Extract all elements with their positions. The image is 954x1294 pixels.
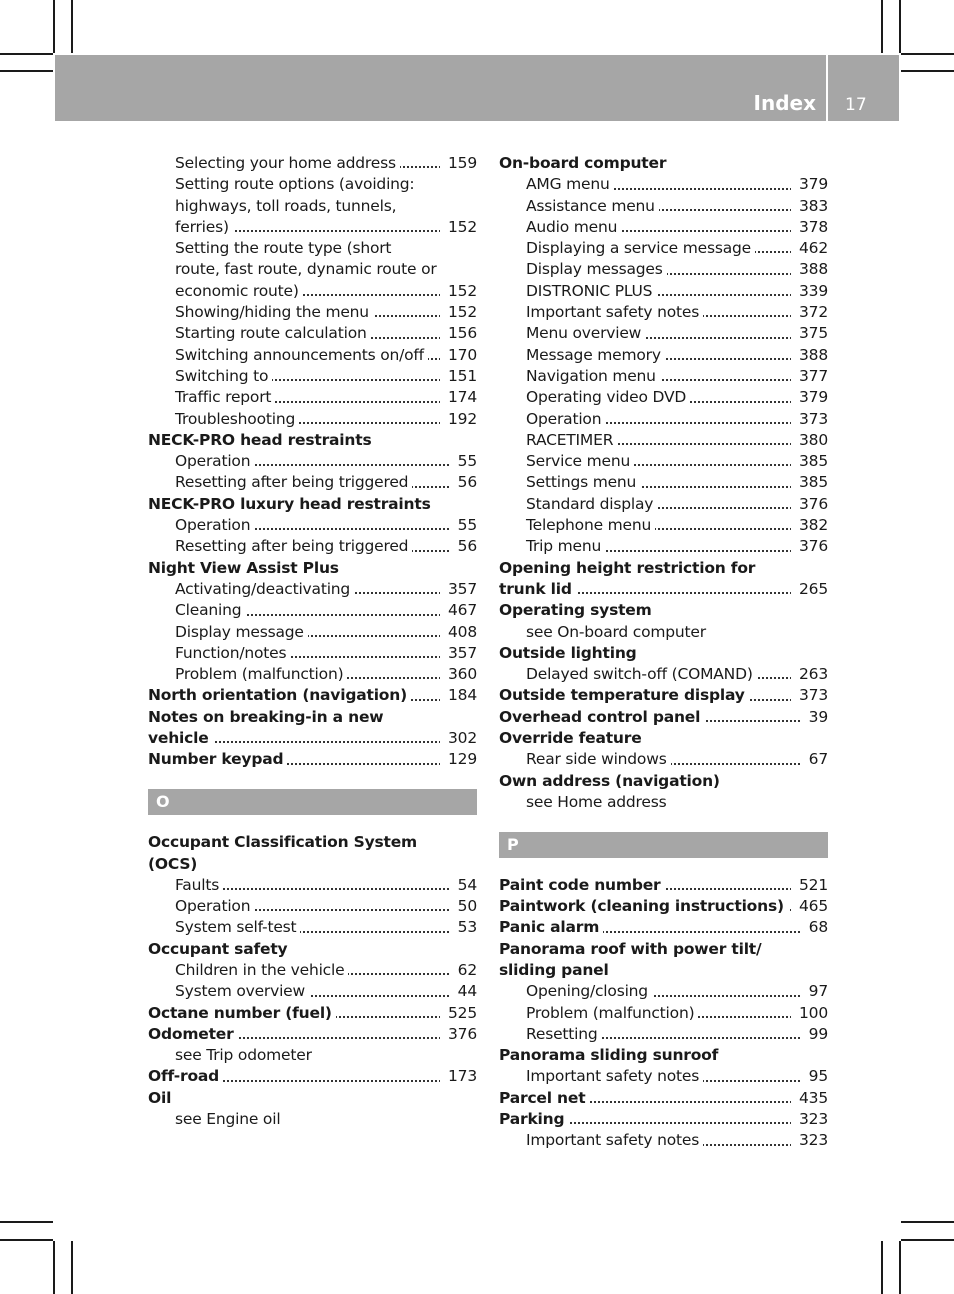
index-subentry bbox=[148, 643, 477, 664]
entry-text: Oil bbox=[148, 1088, 172, 1107]
entry-text: Delayed switch-off (COMAND) bbox=[526, 665, 757, 683]
page-ref: 56 bbox=[450, 472, 477, 493]
entry-text: Outside temperature display bbox=[499, 686, 749, 704]
entry-text: Off-road bbox=[148, 1067, 223, 1085]
index-subentry bbox=[499, 238, 828, 259]
page-ref: 388 bbox=[791, 259, 828, 280]
section-gap bbox=[148, 771, 477, 789]
entry-text: NECK-PRO luxury head restraints bbox=[148, 494, 431, 513]
entry-text: AMG menu bbox=[526, 175, 614, 193]
entry-text: Starting route calculation bbox=[175, 324, 371, 342]
entry-text: Occupant Classification System bbox=[148, 833, 417, 852]
index-subentry bbox=[499, 259, 828, 280]
entry-text: Important safety notes bbox=[526, 1131, 703, 1149]
entry-text: Important safety notes bbox=[526, 303, 703, 321]
page-ref: 184 bbox=[440, 685, 477, 706]
entry-text: Operating video DVD bbox=[526, 388, 690, 406]
entry-text: Operation bbox=[175, 452, 254, 470]
index-entry bbox=[148, 707, 477, 728]
entry-text: Number keypad bbox=[148, 750, 287, 768]
page-ref: 323 bbox=[791, 1109, 828, 1130]
index-subentry bbox=[148, 302, 477, 323]
entry-text: Faults bbox=[175, 876, 223, 894]
index-subentry bbox=[148, 1045, 477, 1066]
section-gap bbox=[499, 858, 828, 875]
entry-text: Opening height restriction for bbox=[499, 558, 756, 577]
index-entry bbox=[499, 728, 828, 749]
index-subentry bbox=[148, 981, 477, 1002]
entry-text: Override feature bbox=[499, 729, 642, 748]
entry-text: Telephone menu bbox=[526, 516, 655, 534]
index-subentry bbox=[148, 259, 477, 280]
crop-mark bbox=[881, 1241, 883, 1294]
crop-mark bbox=[901, 1239, 954, 1241]
index-entry bbox=[148, 430, 477, 451]
index-entry bbox=[148, 1066, 477, 1087]
entry-text: Cleaning bbox=[175, 601, 245, 619]
index-entry bbox=[499, 1109, 828, 1130]
index-subentry bbox=[148, 896, 477, 917]
entry-text: Children in the vehicle bbox=[175, 961, 348, 979]
entry-text: Octane number (fuel) bbox=[148, 1004, 336, 1022]
page-ref: 379 bbox=[791, 387, 828, 408]
entry-text: Occupant safety bbox=[148, 939, 288, 958]
index-subentry bbox=[148, 472, 477, 493]
page-number: 17 bbox=[845, 95, 867, 115]
index-subentry bbox=[148, 366, 477, 387]
page-ref: 360 bbox=[440, 664, 477, 685]
index-entry bbox=[148, 939, 477, 960]
entry-text: On-board computer bbox=[499, 154, 667, 172]
index-subentry bbox=[148, 238, 477, 259]
index-entry bbox=[148, 685, 477, 706]
page-ref: 55 bbox=[450, 451, 477, 472]
page-ref: 357 bbox=[440, 643, 477, 664]
page-ref: 159 bbox=[440, 153, 477, 174]
index-column-right bbox=[499, 153, 828, 1152]
entry-text: sliding panel bbox=[499, 960, 609, 979]
entry-text: Odometer bbox=[148, 1025, 238, 1043]
entry-text: ferries) bbox=[175, 218, 233, 236]
entry-text: Panorama sliding sunroof bbox=[499, 1046, 719, 1065]
entry-text: Showing/hiding the menu bbox=[175, 303, 373, 321]
index-subentry bbox=[499, 430, 828, 451]
page-ref: 462 bbox=[791, 238, 828, 259]
page-ref: 525 bbox=[440, 1003, 477, 1024]
index-entry bbox=[499, 875, 828, 896]
entry-text: Activating/deactivating bbox=[175, 580, 354, 598]
page-ref: 467 bbox=[440, 600, 477, 621]
entry-text: NECK-PRO head restraints bbox=[148, 430, 372, 449]
index-subentry bbox=[499, 792, 828, 813]
entry-text: Function/notes bbox=[175, 644, 290, 662]
index-subentry bbox=[148, 281, 477, 302]
index-subentry bbox=[148, 515, 477, 536]
index-subentry bbox=[499, 1024, 828, 1045]
entry-text: Operation bbox=[526, 410, 605, 428]
page-ref: 382 bbox=[791, 515, 828, 536]
entry-text: RACETIMER bbox=[526, 431, 617, 449]
index-subentry bbox=[148, 536, 477, 557]
entry-text: Audio menu bbox=[526, 218, 621, 236]
page-ref: 385 bbox=[791, 451, 828, 472]
entry-text: see Home address bbox=[526, 792, 667, 811]
page-ref: 156 bbox=[440, 323, 477, 344]
index-entry bbox=[148, 1024, 477, 1045]
index-entry bbox=[499, 1088, 828, 1109]
entry-text: System overview bbox=[175, 982, 309, 1000]
page-ref: 99 bbox=[801, 1024, 828, 1045]
page-ref: 152 bbox=[440, 302, 477, 323]
page-ref: 152 bbox=[440, 217, 477, 238]
entry-text: Displaying a service message bbox=[526, 239, 755, 257]
index-subentry bbox=[499, 196, 828, 217]
index-subentry bbox=[148, 196, 477, 217]
crop-mark bbox=[901, 1221, 954, 1223]
index-subentry bbox=[499, 472, 828, 493]
page-ref: 55 bbox=[450, 515, 477, 536]
index-subentry bbox=[499, 622, 828, 643]
header-divider bbox=[826, 55, 828, 121]
index-entry bbox=[499, 939, 828, 960]
entry-text: North orientation (navigation) bbox=[148, 686, 411, 704]
index-subentry bbox=[499, 451, 828, 472]
index-entry bbox=[499, 558, 828, 579]
entry-text: Important safety notes bbox=[526, 1067, 703, 1085]
index-subentry bbox=[499, 345, 828, 366]
page-ref: 170 bbox=[440, 345, 477, 366]
entry-text: Overhead control panel bbox=[499, 708, 704, 726]
crop-mark bbox=[71, 0, 73, 53]
entry-text: Problem (malfunction) bbox=[175, 665, 347, 683]
entry-text: Notes on breaking-in a new bbox=[148, 707, 384, 726]
page-ref: 151 bbox=[440, 366, 477, 387]
index-entry bbox=[148, 558, 477, 579]
index-subentry bbox=[148, 875, 477, 896]
crop-mark bbox=[53, 0, 55, 53]
page-ref: 339 bbox=[791, 281, 828, 302]
page-ref: 372 bbox=[791, 302, 828, 323]
page-ref: 373 bbox=[791, 409, 828, 430]
page-ref: 521 bbox=[791, 875, 828, 896]
index-subentry bbox=[148, 409, 477, 430]
index-column-left bbox=[148, 153, 477, 1130]
entry-text: Resetting after being triggered bbox=[175, 537, 412, 555]
index-subentry bbox=[499, 515, 828, 536]
entry-text: Night View Assist Plus bbox=[148, 558, 339, 577]
entry-text: Traffic report bbox=[175, 388, 275, 406]
page-ref: 50 bbox=[450, 896, 477, 917]
entry-text: Paintwork (cleaning instructions) bbox=[499, 897, 788, 915]
entry-text: highways, toll roads, tunnels, bbox=[175, 196, 397, 215]
page-ref: 376 bbox=[440, 1024, 477, 1045]
page-ref: 97 bbox=[801, 981, 828, 1002]
entry-text: Selecting your home address bbox=[175, 154, 400, 172]
index-subentry bbox=[148, 600, 477, 621]
entry-text: Rear side windows bbox=[526, 750, 671, 768]
entry-text: Switching announcements on/off bbox=[175, 346, 428, 364]
entry-text: Trip menu bbox=[526, 537, 605, 555]
index-subentry bbox=[499, 217, 828, 238]
index-entry bbox=[499, 896, 828, 917]
crop-mark bbox=[0, 53, 53, 55]
page-ref: 376 bbox=[791, 494, 828, 515]
page-ref: 95 bbox=[801, 1066, 828, 1087]
entry-text: Panorama roof with power tilt/ bbox=[499, 939, 762, 958]
index-subentry bbox=[499, 366, 828, 387]
crop-mark bbox=[901, 70, 954, 72]
entry-text: Setting the route type (short bbox=[175, 239, 392, 258]
index-entry bbox=[499, 153, 828, 174]
entry-text: Settings menu bbox=[526, 473, 640, 491]
page-ref: 265 bbox=[791, 579, 828, 600]
index-subentry bbox=[499, 302, 828, 323]
entry-text: Opening/closing bbox=[526, 982, 652, 1000]
entry-text: trunk lid bbox=[499, 580, 576, 598]
crop-mark bbox=[53, 1241, 55, 1294]
index-subentry bbox=[148, 664, 477, 685]
crop-mark bbox=[901, 53, 954, 55]
index-entry bbox=[148, 1088, 477, 1109]
index-entry bbox=[499, 917, 828, 938]
page-ref: 383 bbox=[791, 196, 828, 217]
crop-mark bbox=[0, 1239, 53, 1241]
crop-mark bbox=[71, 1241, 73, 1294]
index-subentry bbox=[148, 917, 477, 938]
page-ref: 68 bbox=[801, 917, 828, 938]
index-subentry bbox=[499, 664, 828, 685]
entry-text: Operation bbox=[175, 897, 254, 915]
page-title: Index bbox=[753, 91, 816, 115]
page-ref: 100 bbox=[791, 1003, 828, 1024]
page-ref: 53 bbox=[450, 917, 477, 938]
page-ref: 67 bbox=[801, 749, 828, 770]
page-ref: 377 bbox=[791, 366, 828, 387]
page-ref: 62 bbox=[450, 960, 477, 981]
index-subentry bbox=[499, 981, 828, 1002]
page-ref: 302 bbox=[440, 728, 477, 749]
index-entry bbox=[499, 771, 828, 792]
page-ref: 39 bbox=[801, 707, 828, 728]
index-entry bbox=[499, 579, 828, 600]
index-entry bbox=[148, 494, 477, 515]
index-subentry bbox=[148, 323, 477, 344]
page-ref: 54 bbox=[450, 875, 477, 896]
entry-text: DISTRONIC PLUS bbox=[526, 282, 656, 300]
index-subentry bbox=[499, 409, 828, 430]
page-ref: 263 bbox=[791, 664, 828, 685]
index-subentry bbox=[148, 579, 477, 600]
index-subentry bbox=[148, 451, 477, 472]
index-subentry bbox=[499, 1066, 828, 1087]
entry-text: see On-board computer bbox=[526, 622, 706, 641]
page-ref: 380 bbox=[791, 430, 828, 451]
page-ref: 373 bbox=[791, 685, 828, 706]
entry-text: Outside lighting bbox=[499, 643, 637, 662]
page-ref: 376 bbox=[791, 536, 828, 557]
index-subentry bbox=[148, 174, 477, 195]
entry-text: Operating system bbox=[499, 601, 652, 620]
page-ref: 152 bbox=[440, 281, 477, 302]
entry-text: Panic alarm bbox=[499, 918, 603, 936]
page-ref: 192 bbox=[440, 409, 477, 430]
entry-text: Parcel net bbox=[499, 1089, 589, 1107]
index-subentry bbox=[499, 749, 828, 770]
index-entry bbox=[148, 854, 477, 875]
entry-text: Assistance menu bbox=[526, 197, 659, 215]
page-ref: 173 bbox=[440, 1066, 477, 1087]
entry-text: economic route) bbox=[175, 282, 303, 300]
index-subentry bbox=[148, 387, 477, 408]
entry-text: Message memory bbox=[526, 346, 665, 364]
entry-text: Operation bbox=[175, 516, 254, 534]
index-entry bbox=[499, 707, 828, 728]
entry-text: Display message bbox=[175, 623, 308, 641]
index-subentry bbox=[499, 1130, 828, 1151]
entry-text: Paint code number bbox=[499, 876, 664, 894]
entry-text: Resetting bbox=[526, 1025, 602, 1043]
page-ref: 379 bbox=[791, 174, 828, 195]
entry-text: System self-test bbox=[175, 918, 300, 936]
entry-text: vehicle bbox=[148, 729, 213, 747]
crop-mark bbox=[899, 1241, 901, 1294]
index-subentry bbox=[499, 536, 828, 557]
index-entry bbox=[499, 1045, 828, 1066]
section-letter-o: O bbox=[148, 789, 477, 815]
entry-text: Standard display bbox=[526, 495, 657, 513]
index-subentry bbox=[499, 323, 828, 344]
page-ref: 56 bbox=[450, 536, 477, 557]
entry-text: Parking bbox=[499, 1110, 568, 1128]
index-entry bbox=[148, 1003, 477, 1024]
index-entry bbox=[148, 749, 477, 770]
section-letter-p: P bbox=[499, 832, 828, 858]
page-ref: 44 bbox=[450, 981, 477, 1002]
entry-text: Display messages bbox=[526, 260, 667, 278]
page-ref: 375 bbox=[791, 323, 828, 344]
entry-text: Setting route options (avoiding: bbox=[175, 175, 415, 194]
index-entry bbox=[499, 685, 828, 706]
section-gap bbox=[499, 813, 828, 831]
crop-mark bbox=[0, 1221, 53, 1223]
index-entry bbox=[148, 728, 477, 749]
index-entry bbox=[499, 643, 828, 664]
entry-text: Menu overview bbox=[526, 324, 645, 342]
index-subentry bbox=[148, 1109, 477, 1130]
entry-text: Service menu bbox=[526, 452, 634, 470]
page-ref: 388 bbox=[791, 345, 828, 366]
page-ref: 357 bbox=[440, 579, 477, 600]
index-subentry bbox=[148, 622, 477, 643]
entry-text: Switching to bbox=[175, 367, 272, 385]
entry-text: (OCS) bbox=[148, 854, 198, 873]
entry-text: Navigation menu bbox=[526, 367, 660, 385]
crop-mark bbox=[0, 70, 53, 72]
index-subentry bbox=[148, 217, 477, 238]
page-ref: 385 bbox=[791, 472, 828, 493]
section-gap bbox=[148, 815, 477, 832]
page-ref: 378 bbox=[791, 217, 828, 238]
index-subentry bbox=[499, 1003, 828, 1024]
entry-text: Problem (malfunction) bbox=[526, 1004, 698, 1022]
index-subentry bbox=[148, 153, 477, 174]
crop-mark bbox=[881, 0, 883, 53]
entry-text: see Trip odometer bbox=[175, 1046, 312, 1065]
index-entry bbox=[148, 832, 477, 853]
page-ref: 174 bbox=[440, 387, 477, 408]
entry-text: Troubleshooting bbox=[175, 410, 299, 428]
entry-text: route, fast route, dynamic route or bbox=[175, 260, 437, 279]
crop-mark bbox=[899, 0, 901, 53]
entry-text: see Engine oil bbox=[175, 1110, 281, 1129]
index-subentry bbox=[499, 387, 828, 408]
index-subentry bbox=[148, 345, 477, 366]
index-subentry bbox=[499, 174, 828, 195]
index-subentry bbox=[148, 960, 477, 981]
entry-text: Own address (navigation) bbox=[499, 771, 720, 790]
index-entry bbox=[499, 960, 828, 981]
entry-text: Resetting after being triggered bbox=[175, 473, 412, 491]
page-ref: 129 bbox=[440, 749, 477, 770]
page-ref: 408 bbox=[440, 622, 477, 643]
page-ref: 323 bbox=[791, 1130, 828, 1151]
index-entry bbox=[499, 600, 828, 621]
index-subentry bbox=[499, 281, 828, 302]
index-subentry bbox=[499, 494, 828, 515]
page-ref: 465 bbox=[791, 896, 828, 917]
page-ref: 435 bbox=[791, 1088, 828, 1109]
